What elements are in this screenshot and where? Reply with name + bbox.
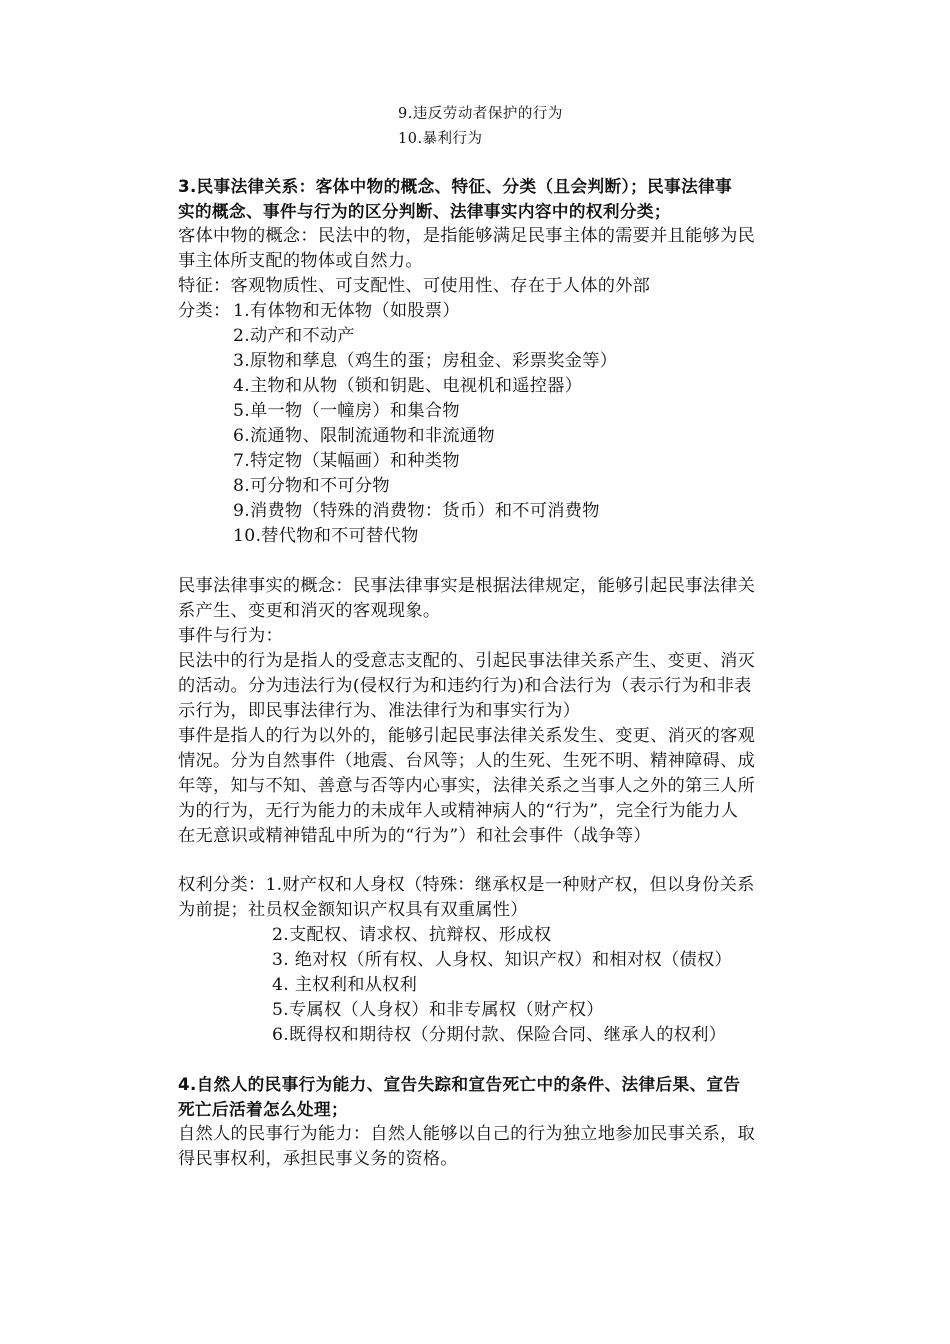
classification-label: 分类： bbox=[178, 301, 231, 321]
list-item: 6.既得权和期待权（分期付款、保险合同、继承人的权利） bbox=[272, 1025, 727, 1045]
paragraph-line: 自然人的民事行为能力：自然人能够以自己的行为独立地参加民事关系，取 bbox=[178, 1124, 756, 1144]
list-item: 4. 主权利和从权利 bbox=[272, 975, 418, 995]
paragraph-line: 民法中的行为是指人的受意志支配的、引起民事法律关系产生、变更、消灭 bbox=[178, 651, 756, 671]
list-item: 9.违反劳动者保护的行为 bbox=[398, 106, 563, 122]
list-item: 2.动产和不动产 bbox=[233, 326, 355, 346]
list-item: 3.原物和孳息（鸡生的蛋；房租金、彩票奖金等） bbox=[233, 351, 618, 371]
paragraph-line: 系产生、变更和消灭的客观现象。 bbox=[178, 601, 441, 621]
list-item: 5.专属权（人身权）和非专属权（财产权） bbox=[272, 1000, 604, 1020]
paragraph-line: 情况。分为自然事件（地震、台风等；人的生死、生死不明、精神障碍、成 bbox=[178, 751, 756, 771]
paragraph-line: 的活动。分为违法行为(侵权行为和违约行为)和合法行为（表示行为和非表 bbox=[178, 676, 752, 696]
section-heading: 实的概念、事件与行为的区分判断、法律事实内容中的权利分类； bbox=[178, 202, 671, 221]
list-item: 3. 绝对权（所有权、人身权、知识产权）和相对权（债权） bbox=[272, 950, 732, 970]
paragraph-line: 权利分类：1.财产权和人身权（特殊：继承权是一种财产权，但以身份关系 bbox=[178, 875, 755, 895]
list-item: 1.有体物和无体物（如股票） bbox=[233, 301, 460, 321]
features-line: 特征：客观物质性、可支配性、可使用性、存在于人体的外部 bbox=[178, 276, 651, 296]
list-item: 4.主物和从物（锁和钥匙、电视机和遥控器） bbox=[233, 376, 583, 396]
paragraph-line: 民事法律事实的概念：民事法律事实是根据法律规定，能够引起民事法律关 bbox=[178, 576, 756, 596]
paragraph-line: 客体中物的概念：民法中的物，是指能够满足民事主体的需要并且能够为民 bbox=[178, 226, 756, 246]
paragraph-line: 事主体所支配的物体或自然力。 bbox=[178, 251, 423, 271]
list-item: 7.特定物（某幅画）和种类物 bbox=[233, 451, 460, 471]
section-heading: 3.民事法律关系：客体中物的概念、特征、分类（且会判断）；民事法律事 bbox=[178, 177, 733, 196]
list-item: 9.消费物（特殊的消费物：货币）和不可消费物 bbox=[233, 501, 600, 521]
paragraph-line: 为前提；社员权金额知识产权具有双重属性） bbox=[178, 900, 528, 920]
paragraph-line: 为的行为，无行为能力的未成年人或精神病人的“行为”，完全行为能力人 bbox=[178, 801, 739, 821]
section-heading: 死亡后活着怎么处理； bbox=[178, 1100, 348, 1119]
paragraph-line: 得民事权利，承担民事义务的资格。 bbox=[178, 1149, 458, 1169]
paragraph-line: 示行为，即民事法律行为、准法律行为和事实行为） bbox=[178, 701, 581, 721]
paragraph-line: 在无意识或精神错乱中所为的“行为”）和社会事件（战争等） bbox=[178, 826, 651, 846]
list-item: 10.替代物和不可替代物 bbox=[233, 526, 419, 546]
list-item: 5.单一物（一幢房）和集合物 bbox=[233, 401, 460, 421]
section-heading: 4.自然人的民事行为能力、宣告失踪和宣告死亡中的条件、法律后果、宣告 bbox=[178, 1075, 741, 1094]
list-item: 10.暴利行为 bbox=[398, 131, 483, 147]
paragraph-line: 事件是指人的行为以外的，能够引起民事法律关系发生、变更、消灭的客观 bbox=[178, 726, 756, 746]
paragraph-line: 年等，知与不知、善意与否等内心事实，法律关系之当事人之外的第三人所 bbox=[178, 776, 756, 796]
list-item: 2.支配权、请求权、抗辩权、形成权 bbox=[272, 925, 552, 945]
list-item: 6.流通物、限制流通物和非流通物 bbox=[233, 426, 495, 446]
list-item: 8.可分物和不可分物 bbox=[233, 476, 390, 496]
subheading: 事件与行为： bbox=[178, 626, 283, 646]
